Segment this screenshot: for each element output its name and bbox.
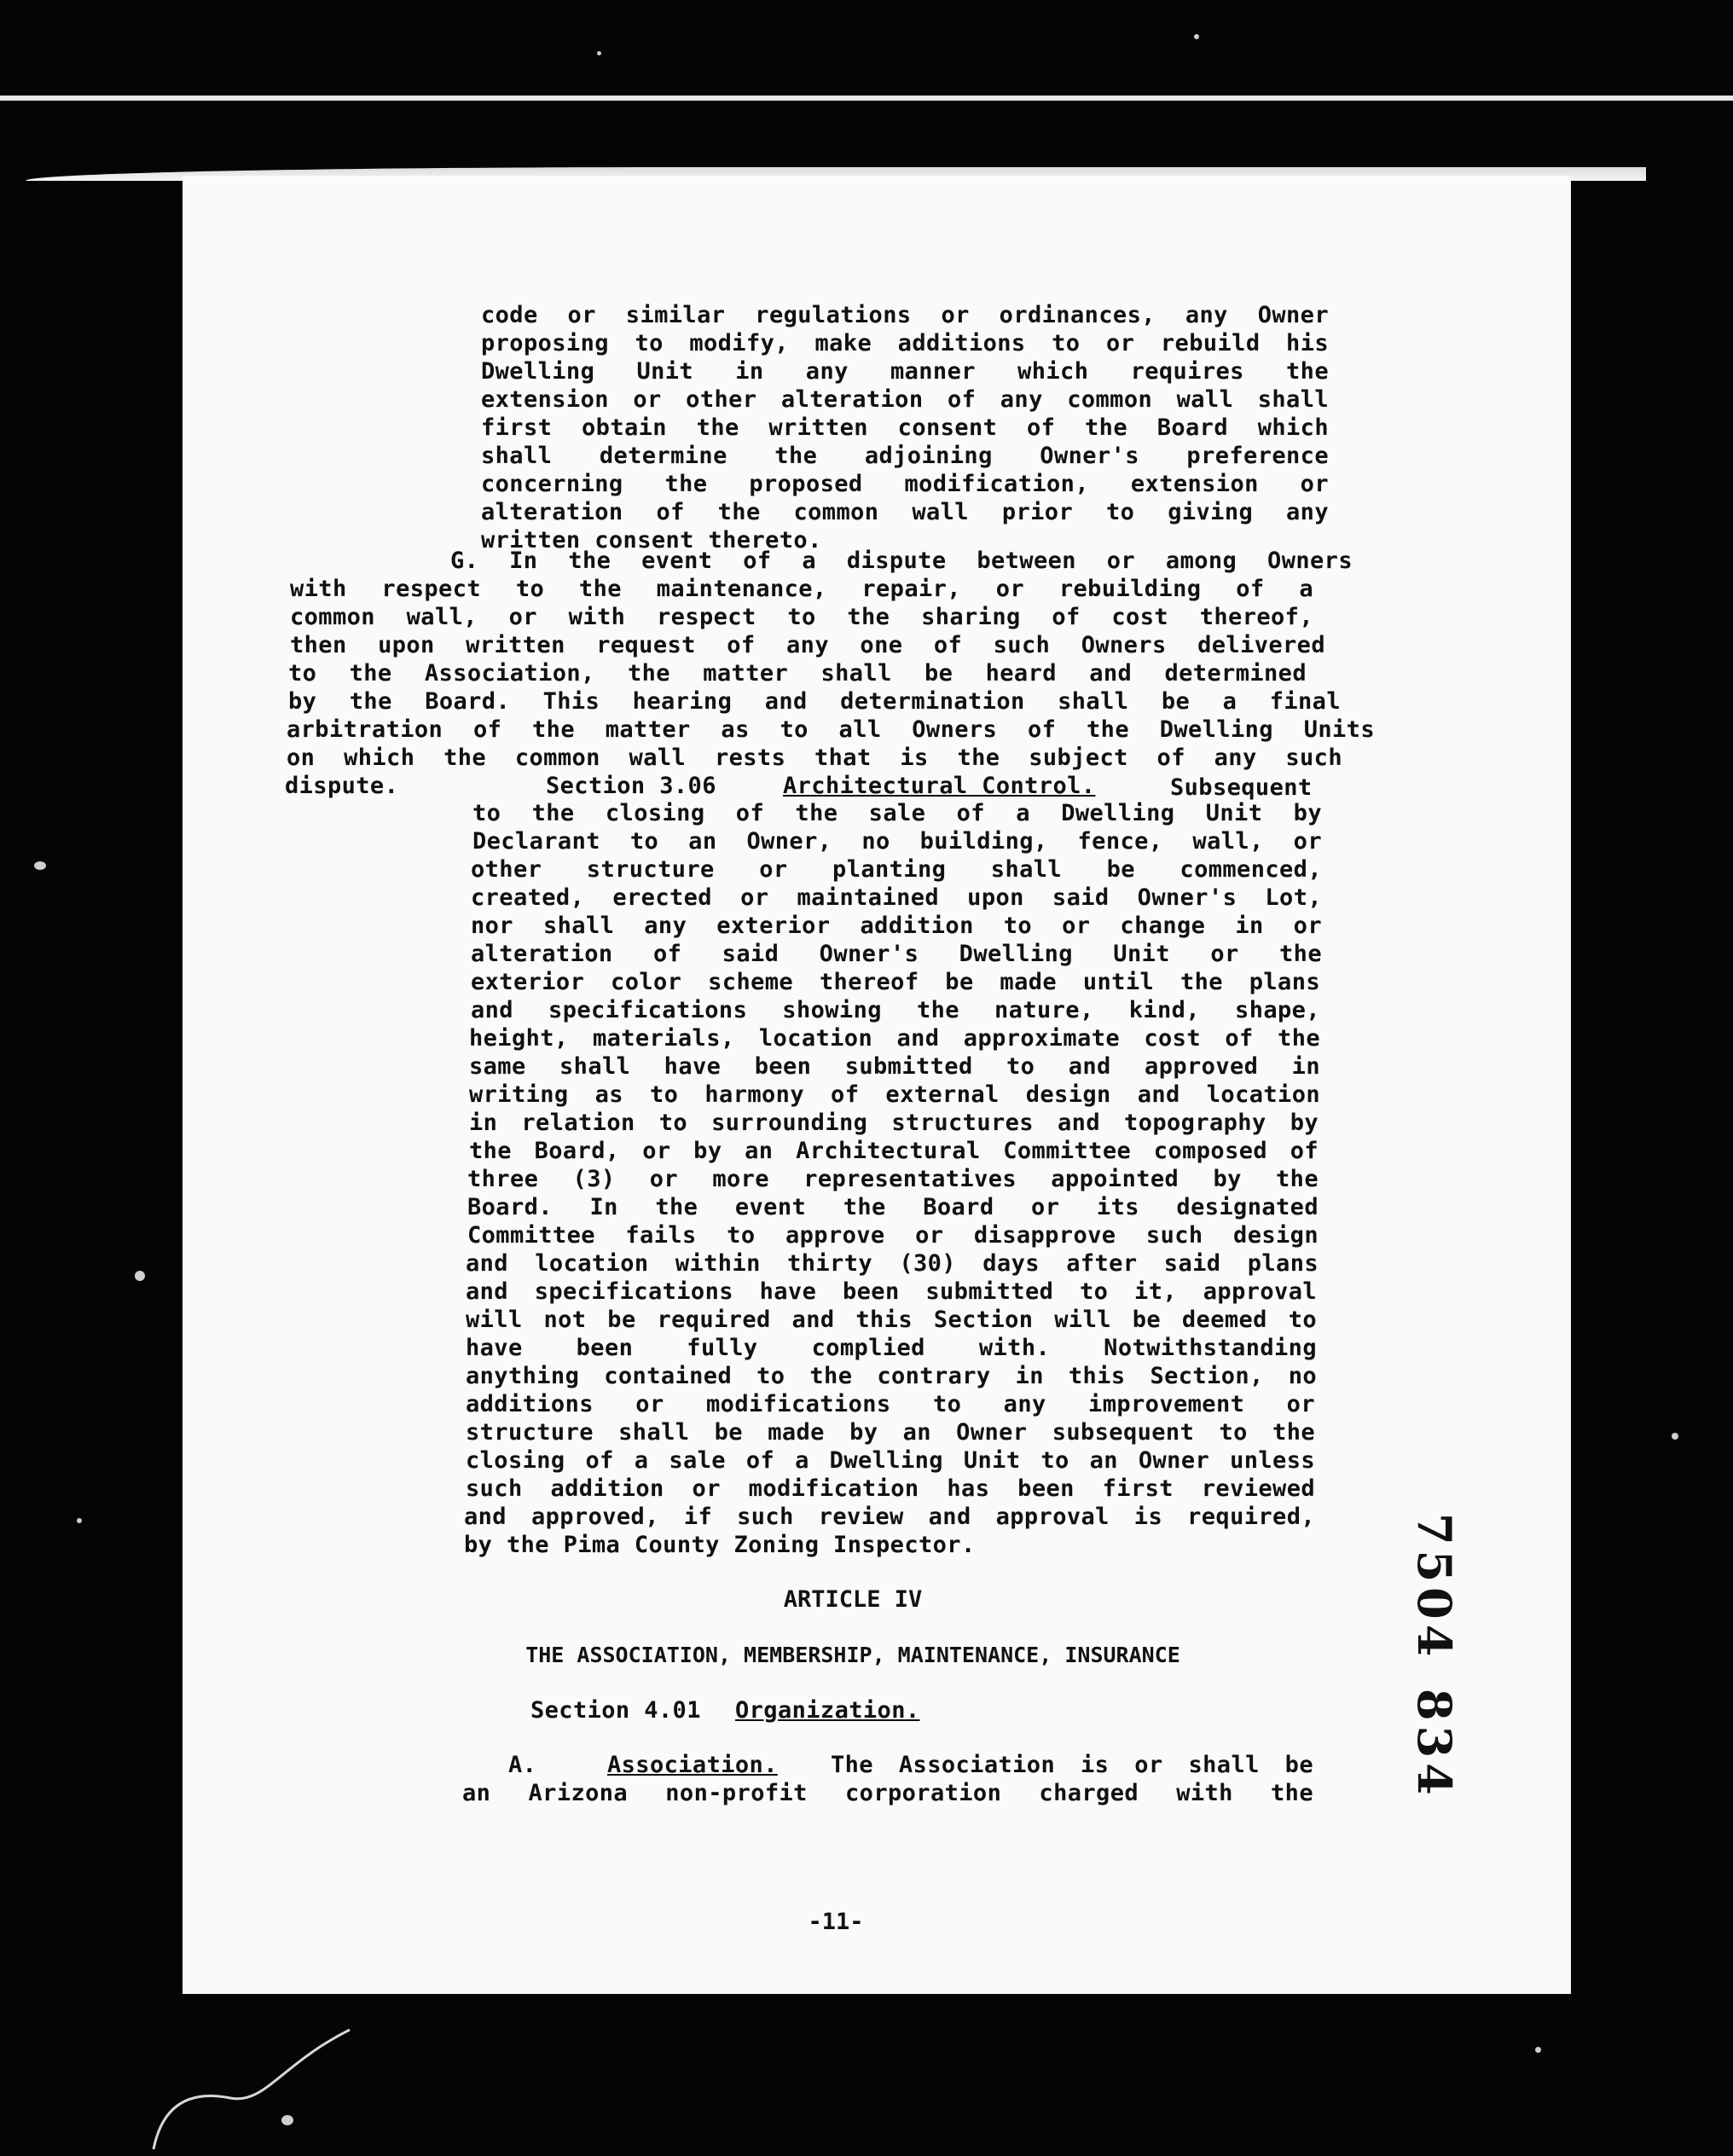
text-line: alteration of the common wall prior to giving any bbox=[481, 499, 1329, 525]
text-line: dispute. bbox=[285, 773, 399, 799]
subsection-letter: A. bbox=[508, 1752, 537, 1778]
text-line: structure shall be made by an Owner subsequent to the bbox=[466, 1419, 1315, 1446]
page-number: -11- bbox=[808, 1909, 864, 1935]
section-number: Section 3.06 bbox=[546, 773, 716, 799]
text-line: shall determine the adjoining Owner's preference bbox=[481, 443, 1329, 469]
text-line: concerning the proposed modification, extension or bbox=[481, 471, 1329, 497]
text-line: on which the common wall rests that is the subject of any such bbox=[287, 745, 1342, 771]
text-line: same shall have been submitted to and approved in bbox=[469, 1053, 1320, 1080]
text-line: by the Board. This hearing and determination shall be a final bbox=[288, 688, 1341, 715]
text-line: Committee fails to approve or disapprove such design bbox=[467, 1222, 1319, 1249]
recording-book-number: 7504 bbox=[1407, 1513, 1462, 1662]
text-line: arbitration of the matter as to all Owners of the Dwelling Units bbox=[287, 716, 1375, 743]
text-line: anything contained to the contrary in this Section, no bbox=[466, 1363, 1317, 1389]
text-line: to the closing of the sale of a Dwelling Unit by bbox=[472, 800, 1322, 826]
text-line: created, erected or maintained upon said Owner's Lot, bbox=[471, 884, 1322, 911]
text-line: G. In the event of a dispute between or among Owners bbox=[450, 548, 1353, 574]
scan-speck bbox=[135, 1271, 145, 1281]
scan-speck bbox=[1535, 2047, 1541, 2053]
scan-hair-artifact bbox=[136, 2013, 358, 2156]
scan-edge-line bbox=[0, 96, 1733, 101]
text-line: extension or other alteration of any common wall shall bbox=[481, 386, 1329, 413]
text-line: The Association is or shall be bbox=[831, 1752, 1313, 1778]
text-line: and specifications showing the nature, kind, shape, bbox=[471, 997, 1320, 1023]
text-line: exterior color scheme thereof be made until the plans bbox=[471, 969, 1320, 995]
scan-speck bbox=[34, 861, 46, 870]
text-line: and specifications have been submitted to it, approval bbox=[466, 1278, 1317, 1305]
text-line: the Board, or by an Architectural Committee composed of bbox=[469, 1138, 1319, 1164]
text-line: Declarant to an Owner, no building, fence, wall, or bbox=[472, 828, 1322, 855]
text-line: proposing to modify, make additions to or rebuild his bbox=[481, 330, 1329, 356]
text-line: common wall, or with respect to the sharing of cost thereof, bbox=[290, 604, 1313, 630]
text-line: code or similar regulations or ordinances, any Owner bbox=[481, 302, 1329, 328]
article-title: ARTICLE IV bbox=[783, 1586, 923, 1613]
scan-speck bbox=[597, 51, 601, 55]
text-line: Subsequent bbox=[1170, 774, 1313, 801]
text-line: have been fully complied with. Notwithstanding bbox=[466, 1335, 1317, 1361]
text-line: Dwelling Unit in any manner which requires the bbox=[481, 358, 1329, 385]
text-line: alteration of said Owner's Dwelling Unit or the bbox=[471, 941, 1322, 967]
text-line: three (3) or more representatives appointed by the bbox=[467, 1166, 1319, 1192]
scan-speck bbox=[1672, 1433, 1678, 1440]
text-line: an Arizona non-profit corporation charged with the bbox=[462, 1780, 1313, 1806]
text-line: and approved, if such review and approval is required, bbox=[464, 1504, 1315, 1530]
text-line: additions or modifications to any improvement or bbox=[466, 1391, 1315, 1417]
scan-speck bbox=[77, 1518, 82, 1523]
text-line: by the Pima County Zoning Inspector. bbox=[464, 1532, 976, 1558]
text-line: and location within thirty (30) days after said plans bbox=[466, 1250, 1319, 1277]
section-heading: Organization. bbox=[735, 1697, 920, 1724]
text-line: will not be required and this Section will be deemed to bbox=[466, 1307, 1317, 1333]
text-line: written consent thereto. bbox=[481, 527, 822, 553]
section-number: Section 4.01 bbox=[530, 1697, 701, 1724]
text-line: closing of a sale of a Dwelling Unit to an Owner unless bbox=[466, 1447, 1315, 1474]
text-line: with respect to the maintenance, repair, or rebuilding of a bbox=[290, 576, 1313, 602]
text-line: other structure or planting shall be commenced, bbox=[471, 856, 1322, 883]
recording-page-number: 834 bbox=[1407, 1689, 1462, 1800]
text-line: writing as to harmony of external design and location bbox=[469, 1081, 1320, 1108]
text-line: Board. In the event the Board or its designated bbox=[467, 1194, 1319, 1220]
subsection-heading: Association. bbox=[607, 1752, 778, 1778]
text-line: first obtain the written consent of the Board which bbox=[481, 414, 1329, 441]
text-line: to the Association, the matter shall be heard and determined bbox=[288, 660, 1307, 687]
text-line: such addition or modification has been first reviewed bbox=[466, 1475, 1315, 1502]
text-line: in relation to surrounding structures and topography by bbox=[469, 1110, 1319, 1136]
text-line: then upon written request of any one of such Owners delivered bbox=[290, 632, 1325, 658]
text-line: height, materials, location and approximate cost of the bbox=[469, 1025, 1320, 1052]
scan-speck bbox=[1194, 34, 1199, 39]
article-subtitle: THE ASSOCIATION, MEMBERSHIP, MAINTENANCE, INSURANCE bbox=[525, 1643, 1180, 1667]
section-heading: Architectural Control. bbox=[783, 773, 1096, 799]
text-line: nor shall any exterior addition to or change in or bbox=[471, 913, 1322, 939]
